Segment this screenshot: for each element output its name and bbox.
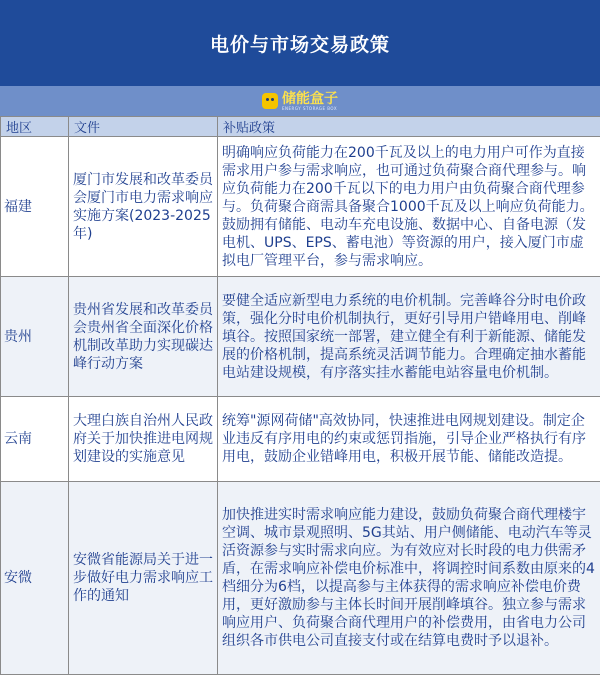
policy-cell: 加快推进实时需求响应能力建设，鼓励负荷聚合商代理楼宇空调、城市景观照明、5G其站、用户侧储能、电动汽车等灵活资源参与实时需求向应。为有效应对长时段的电力供需矛盾，在需求响应补偿电价标准中，将调控时间系数由原来的4档细分为6档，以提高参与主体获得的需求响应补偿电价费用，更好激励参与主体长时间开展削峰填谷。独立参与需求响应用户、负荷聚合商代理用户的补偿费用，由省电力公司组织各市供电公司直接支付或在结算电费时予以退补。 — [218, 482, 600, 675]
page-title: 电价与市场交易政策 — [209, 33, 390, 56]
box-mascot-icon — [262, 93, 278, 109]
document-cell: 大理白族自治州人民政府关于加快推进电网规划建设的实施意见 — [69, 397, 218, 482]
document-cell: 贵州省发展和改革委员会贵州省全面深化价格机制改革助力实现碳达峰行动方案 — [69, 277, 218, 397]
table-row — [1, 482, 600, 675]
policy-cell: 明确响应负荷能力在200千瓦及以上的电力用户可作为直接需求用户参与需求响应，也可通过负荷聚合商代理参与。响应负荷能力在200千瓦以下的电力用户由负荷聚合商代理参与。负荷聚合商需具备聚合1000千瓦及以上响应负荷能力。鼓励拥有储能、电动车充电设施、数据中心、自备电源（发电机、UPS、EPS、蓄电池）等资源的用户，接入厦门市虚拟电厂管理平台，参与需求响应。 — [218, 137, 600, 277]
table-row — [1, 397, 600, 482]
document-cell: 厦门市发展和改革委员会厦门市电力需求响应实施方案(2023-2025年) — [69, 137, 218, 277]
table-row — [1, 277, 600, 397]
table-header-row — [1, 117, 600, 137]
region-cell: 福建 — [1, 137, 69, 277]
region-cell: 贵州 — [1, 277, 69, 397]
policy-cell: 统筹"源网荷储"高效协同，快速推进电网规划建设。制定企业违反有序用电的约束或惩罚指施，引导企业严格执行有序用电，鼓励企业错峰用电，积极开展节能、储能改造提。 — [218, 397, 600, 482]
region-cell: 云南 — [1, 397, 69, 482]
title-bar — [0, 0, 600, 86]
document-cell: 安微省能源局关于进一步做好电力需求响应工作的通知 — [69, 482, 218, 675]
column-header-document: 文件 — [69, 117, 218, 137]
logo-name: 储能盒子 — [282, 90, 338, 107]
region-cell: 安微 — [1, 482, 69, 675]
table-row — [1, 137, 600, 277]
logo-bar — [0, 86, 600, 116]
column-header-policy: 补贴政策 — [218, 117, 600, 137]
policy-table — [0, 116, 600, 675]
logo-subtitle: ENERGY STORAGE BOX — [282, 105, 338, 111]
brand-logo — [262, 92, 338, 111]
column-header-region: 地区 — [1, 117, 69, 137]
policy-cell: 要健全适应新型电力系统的电价机制。完善峰谷分时电价政策，强化分时电价机制执行，更好引导用户错峰用电、削峰填谷。按照国家统一部署，建立健全有利于新能源、储能发展的价格机制，提高系统灵活调节能力。合理确定抽水蓄能电站建设规模，有序落实挂水蓄能电站容量电价机制。 — [218, 277, 600, 397]
